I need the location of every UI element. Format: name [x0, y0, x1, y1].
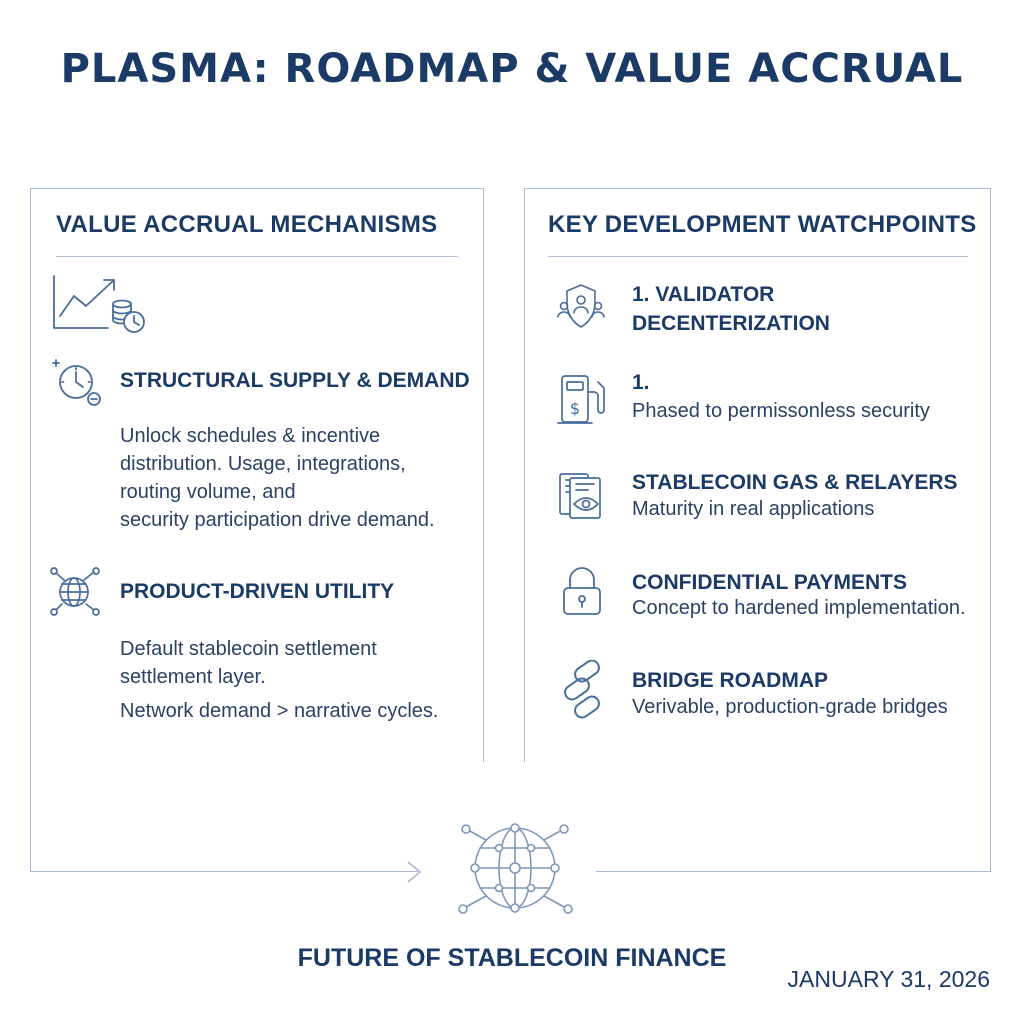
description-line: security participation drive demand. — [120, 509, 435, 531]
product-utility-title: PRODUCT-DRIVEN UTILITY — [120, 580, 395, 603]
watchpoint-title-security — [632, 368, 650, 397]
globe-network-icon — [48, 566, 104, 618]
product-utility-description — [120, 635, 438, 725]
watchpoint-title-validator — [632, 280, 830, 338]
watchpoint-title-bridge — [632, 666, 828, 695]
footer-title: FUTURE OF STABLECOIN FINANCE — [297, 944, 727, 972]
bridge-link-icon — [556, 660, 612, 720]
title-line: STABLECOIN GAS & RELAYERS — [632, 471, 958, 494]
title-line: 1. VALIDATOR — [632, 283, 775, 306]
description-line: settlement layer. — [120, 666, 266, 688]
gas-pump-icon — [556, 372, 608, 428]
validators-shield-icon — [556, 282, 606, 332]
padlock-icon — [560, 566, 604, 616]
date-label: JANUARY 31, 2026 — [787, 966, 990, 992]
description-line: routing volume, and — [120, 481, 296, 503]
page-title: PLASMA: ROADMAP & VALUE ACCRUAL — [60, 46, 964, 92]
globe-network-hub-icon — [458, 818, 574, 918]
watchpoint-title-confidential — [632, 568, 907, 597]
structural-supply-description — [120, 422, 435, 534]
structural-supply-title: STRUCTURAL SUPPLY & DEMAND — [120, 369, 470, 392]
svg-text:$: $ — [569, 399, 581, 418]
watchpoint-title-stablecoin-gas — [632, 468, 958, 497]
watchpoint-desc-security: Phased to permissonless security — [632, 400, 930, 422]
growth-chart-coins-icon — [50, 272, 150, 336]
panel-divider — [548, 256, 968, 257]
watchpoint-desc-bridge: Verivable, production-grade bridges — [632, 696, 948, 718]
document-eye-icon — [556, 470, 612, 522]
watchpoint-desc-stablecoin-gas: Maturity in real applications — [632, 498, 875, 520]
description-line: distribution. Usage, integrations, — [120, 453, 406, 475]
title-line: CONFIDENTIAL PAYMENTS — [632, 571, 907, 594]
title-line: DECENTERIZATION — [632, 312, 830, 335]
panel-divider — [56, 256, 458, 257]
panel-heading-left: VALUE ACCRUAL MECHANISMS — [56, 211, 438, 238]
description-line: Network demand > narrative cycles. — [120, 700, 439, 722]
title-line: 1. — [632, 371, 650, 394]
clock-token-icon — [50, 356, 106, 412]
panel-heading-right: KEY DEVELOPMENT WATCHPOINTS — [548, 211, 977, 238]
watchpoint-desc-confidential: Concept to hardened implementation. — [632, 597, 966, 619]
title-line: BRIDGE ROADMAP — [632, 669, 829, 692]
description-line: Default stablecoin settlement — [120, 638, 377, 660]
description-line: Unlock schedules & incentive — [120, 425, 381, 447]
arrow-right-icon — [398, 860, 424, 884]
